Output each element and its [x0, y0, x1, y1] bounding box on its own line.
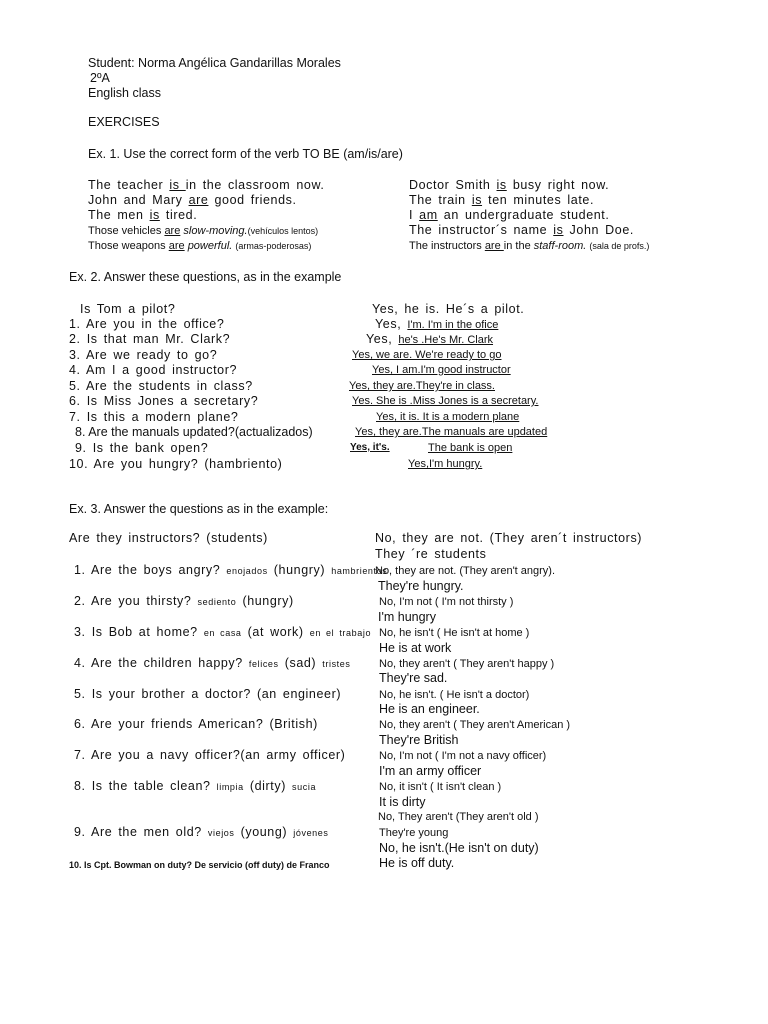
- ex1-left-line: John and Mary are good friends.: [88, 193, 297, 207]
- ex3-answer: I'm an army officer: [379, 764, 482, 778]
- ex3-example-answer: They ´re students: [375, 547, 487, 561]
- ex2-title: Ex. 2. Answer these questions, as in the example: [69, 270, 342, 284]
- ex3-answer: He is at work: [379, 641, 452, 655]
- ex2-question: 4. Am I a good instructor?: [69, 363, 238, 377]
- ex3-answer: It is dirty: [379, 795, 426, 809]
- ex2-question: 9. Is the bank open?: [75, 441, 209, 455]
- ex2-question: Is Tom a pilot?: [80, 302, 176, 316]
- ex1-right-line: I am an undergraduate student.: [409, 208, 610, 222]
- ex3-question: 4. Are the children happy? felices (sad) tristes: [74, 656, 351, 670]
- ex3-answer: No, he isn't. ( He isn't a doctor): [379, 689, 530, 701]
- ex3-answer: No, I'm not ( I'm not thirsty ): [379, 596, 514, 608]
- ex3-answer: No, I'm not ( I'm not a navy officer): [379, 750, 547, 762]
- ex2-question: 5. Are the students in class?: [69, 379, 253, 393]
- ex1-left-line: Those weapons are powerful. (armas-poderosas): [88, 240, 312, 252]
- ex1-title: Ex. 1. Use the correct form of the verb TO BE (am/is/are): [88, 147, 403, 161]
- ex2-answer: Yes, it is. It is a modern plane: [376, 411, 520, 423]
- ex2-question: 7. Is this a modern plane?: [69, 410, 239, 424]
- ex1-right-line: The train is ten minutes late.: [409, 193, 595, 207]
- group-label: 2ºA: [90, 71, 110, 85]
- ex3-example-question: Are they instructors? (students): [69, 531, 268, 545]
- ex3-answer: No, they aren't ( They aren't happy ): [379, 658, 555, 670]
- ex2-answer: Yes, he's .He's Mr. Clark: [366, 332, 494, 346]
- ex3-question: 5. Is your brother a doctor? (an engineer): [74, 687, 342, 701]
- ex3-answer: No, he isn't ( He isn't at home ): [379, 627, 530, 639]
- ex3-title: Ex. 3. Answer the questions as in the example:: [69, 502, 329, 516]
- ex2-question: 3. Are we ready to go?: [69, 348, 218, 362]
- ex2-answer: Yes, they are.The manuals are updated: [355, 426, 548, 438]
- ex3-question: 2. Are you thirsty? sediento (hungry): [74, 594, 294, 608]
- ex1-left-line: The men is tired.: [88, 208, 198, 222]
- ex3-answer: They're British: [379, 733, 459, 747]
- ex2-answer: Yes, he is. He´s a pilot.: [372, 302, 525, 316]
- ex3-question: 7. Are you a navy officer?(an army officer): [74, 748, 346, 762]
- ex3-answer: No, it isn't ( It isn't clean ): [379, 781, 502, 793]
- ex2-question: 1. Are you in the office?: [69, 317, 225, 331]
- ex3-answer: No, they aren't ( They aren't American ): [379, 719, 571, 731]
- ex3-answer: He is an engineer.: [379, 702, 480, 716]
- ex3-answer: They're sad.: [379, 671, 448, 685]
- ex2-answer: Yes, I'm. I'm in the ofice: [375, 317, 499, 331]
- ex2-answer: Yes, we are. We're ready to go: [352, 349, 502, 361]
- ex1-right-line: The instructor´s name is John Doe.: [409, 223, 634, 237]
- ex3-question: 1. Are the boys angry? enojados (hungry) hambrientos: [74, 563, 388, 577]
- ex2-answer: Yes, I am.I'm good instructor: [372, 364, 511, 376]
- ex2-answer: Yes,I'm hungry.: [408, 458, 483, 470]
- section-heading: EXERCISES: [88, 115, 160, 129]
- ex3-question: 10. Is Cpt. Bowman on duty? De servicio (off duty) de Franco: [69, 860, 330, 870]
- ex2-question: 8. Are the manuals updated?(actualizados): [75, 425, 313, 439]
- ex2-answer-extra: The bank is open: [428, 442, 513, 454]
- ex3-answer: No, he isn't.(He isn't on duty): [379, 841, 539, 855]
- ex2-answer: Yes. She is .Miss Jones is a secretary.: [352, 395, 539, 407]
- class-label: English class: [88, 86, 161, 100]
- ex3-answer: No, they are not. (They aren't angry).: [375, 565, 556, 577]
- ex3-answer: No, They aren't (They aren't old ): [378, 811, 539, 823]
- ex2-question: 6. Is Miss Jones a secretary?: [69, 394, 259, 408]
- ex3-answer: They're young: [379, 827, 449, 839]
- ex2-question: 10. Are you hungry? (hambriento): [69, 457, 283, 471]
- ex3-question: 6. Are your friends American? (British): [74, 717, 318, 731]
- ex2-answer: Yes, they are.They're in class.: [349, 380, 495, 392]
- ex1-right-line: Doctor Smith is busy right now.: [409, 178, 610, 192]
- ex3-answer: They're hungry.: [378, 579, 464, 593]
- ex3-answer: I'm hungry: [378, 610, 436, 624]
- ex1-left-line: The teacher is in the classroom now.: [88, 178, 325, 192]
- student-name: Student: Norma Angélica Gandarillas Morales: [88, 56, 341, 70]
- ex3-example-answer: No, they are not. (They aren´t instructors): [375, 531, 643, 545]
- ex1-left-line: Those vehicles are slow-moving.(vehículos lentos): [88, 225, 319, 237]
- ex3-answer: He is off duty.: [379, 856, 455, 870]
- ex2-question: 2. Is that man Mr. Clark?: [69, 332, 231, 346]
- ex1-right-line: The instructors are in the staff-room. (sala de profs.): [409, 240, 650, 252]
- ex2-answer: Yes, it's.: [350, 442, 390, 453]
- ex3-question: 9. Are the men old? viejos (young) jóvenes: [74, 825, 329, 839]
- ex3-question: 3. Is Bob at home? en casa (at work) en el trabajo: [74, 625, 372, 639]
- ex3-question: 8. Is the table clean? limpia (dirty) sucia: [74, 779, 317, 793]
